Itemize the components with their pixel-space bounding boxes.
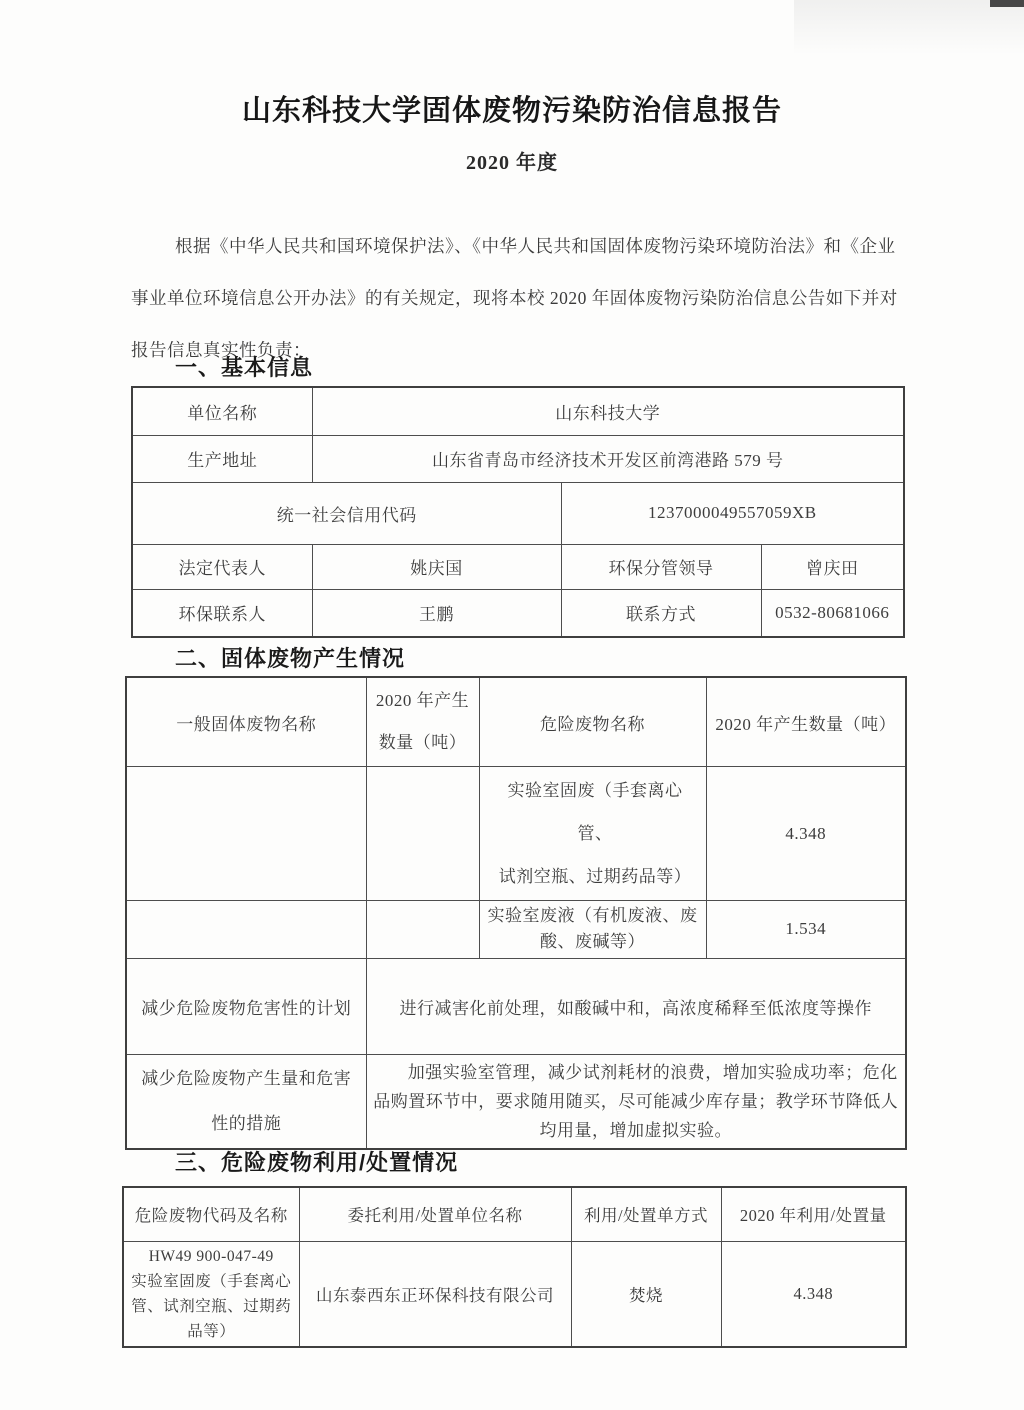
table-header-row	[126, 677, 906, 767]
cell-env-contact-label: 环保联系人	[132, 589, 312, 637]
cell-unit-label: 单位名称	[132, 387, 312, 435]
section-heading-basic-info: 一、基本信息	[175, 355, 314, 380]
cell-phone-label: 联系方式	[561, 589, 761, 637]
cell-lab-solid-waste-amount: 4.348	[706, 767, 906, 901]
table-row	[126, 958, 906, 1054]
table-header-row	[123, 1187, 906, 1241]
cell-env-leader-label: 环保分管领导	[561, 544, 761, 589]
waste-generation-table	[125, 676, 907, 1150]
cell-lab-solid-waste-name	[479, 767, 706, 901]
table-row	[126, 767, 906, 901]
cell-legal-rep-label: 法定代表人	[132, 544, 312, 589]
cell-env-contact-value: 王鹏	[312, 589, 561, 637]
empty-cell	[126, 901, 366, 959]
cell-disposal-company: 山东泰西东正环保科技有限公司	[299, 1241, 571, 1347]
intro-line-2: 事业单位环境信息公开办法》的有关规定，现将本校 2020 年固体废物污染防治信息公告如下并对	[131, 288, 898, 308]
empty-cell	[366, 767, 479, 901]
table-row	[132, 387, 904, 435]
cell-waste-code-name	[123, 1241, 299, 1347]
cell-legal-rep-value: 姚庆国	[312, 544, 561, 589]
label-line: 性的措施	[211, 1113, 282, 1133]
cell-address-label: 生产地址	[132, 435, 312, 482]
cell-disposal-amount: 4.348	[721, 1241, 906, 1347]
section-heading-waste-disposal: 三、危险废物利用/处置情况	[175, 1150, 459, 1175]
cell-disposal-method: 焚烧	[571, 1241, 721, 1347]
waste-disposal-table	[122, 1186, 907, 1348]
intro-line-1: 根据《中华人民共和国环境保护法》、《中华人民共和国固体废物污染环境防治法》和《企业	[175, 236, 896, 256]
header-disposal-company: 委托利用/处置单位名称	[299, 1187, 571, 1241]
document-year: 2020 年度	[466, 152, 558, 174]
intro-line-3: 报告信息真实性负责：	[131, 340, 311, 360]
cell-reduction-measures-label	[126, 1054, 366, 1149]
header-hazardous-waste-amount: 2020 年产生数量（吨）	[706, 677, 906, 767]
cell-reduction-measures-value: 加强实验室管理，减少试剂耗材的浪费，增加实验成功率；危化品购置环节中，要求随用随买，尽可能减少库存量；教学环节降低人均用量，增加虚拟实验。	[366, 1054, 906, 1149]
scan-shadow	[794, 0, 1024, 55]
cell-lab-liquid-waste-amount: 1.534	[706, 901, 906, 959]
table-row	[126, 901, 906, 959]
table-row	[132, 435, 904, 482]
table-row	[123, 1241, 906, 1347]
header-disposal-amount: 2020 年利用/处置量	[721, 1187, 906, 1241]
header-disposal-method: 利用/处置单方式	[571, 1187, 721, 1241]
waste-code: HW49 900-047-49	[148, 1247, 274, 1265]
cell-harm-reduction-plan-label: 减少危险废物危害性的计划	[126, 958, 366, 1054]
scan-artifact-bar	[990, 0, 1024, 7]
basic-info-table	[131, 386, 905, 638]
empty-cell	[366, 901, 479, 959]
cell-lab-liquid-waste-name: 实验室废液（有机废液、废酸、废碱等）	[479, 901, 706, 959]
section-heading-waste-generation: 二、固体废物产生情况	[175, 646, 406, 671]
cell-address-value: 山东省青岛市经济技术开发区前湾港路 579 号	[312, 435, 904, 482]
label-line: 减少危险废物产生量和危害	[141, 1068, 352, 1088]
waste-name: 实验室固废（手套离心管、试剂空瓶、过期药品等）	[131, 1272, 292, 1340]
waste-name-line: 实验室固废（手套离心管、	[507, 781, 683, 843]
cell-credit-code-value: 1237000049557059XB	[561, 482, 904, 544]
cell-harm-reduction-plan-value: 进行减害化前处理，如酸碱中和，高浓度稀释至低浓度等操作	[366, 958, 906, 1054]
cell-credit-code-label: 统一社会信用代码	[132, 482, 561, 544]
cell-env-leader-value: 曾庆田	[761, 544, 904, 589]
header-line: 数量（吨）	[378, 733, 467, 752]
header-general-waste-name: 一般固体废物名称	[126, 677, 366, 767]
table-row	[132, 482, 904, 544]
table-row	[126, 1054, 906, 1149]
document-title: 山东科技大学固体废物污染防治信息报告	[241, 95, 782, 127]
waste-name-line: 试剂空瓶、过期药品等）	[498, 867, 692, 886]
table-row	[132, 544, 904, 589]
header-hazardous-waste-name: 危险废物名称	[479, 677, 706, 767]
empty-cell	[126, 767, 366, 901]
header-line: 2020 年产生	[375, 691, 470, 710]
header-waste-code-name: 危险废物代码及名称	[123, 1187, 299, 1241]
table-row	[132, 589, 904, 637]
cell-phone-value: 0532-80681066	[761, 589, 904, 637]
header-general-waste-amount	[366, 677, 479, 767]
cell-unit-value: 山东科技大学	[312, 387, 904, 435]
